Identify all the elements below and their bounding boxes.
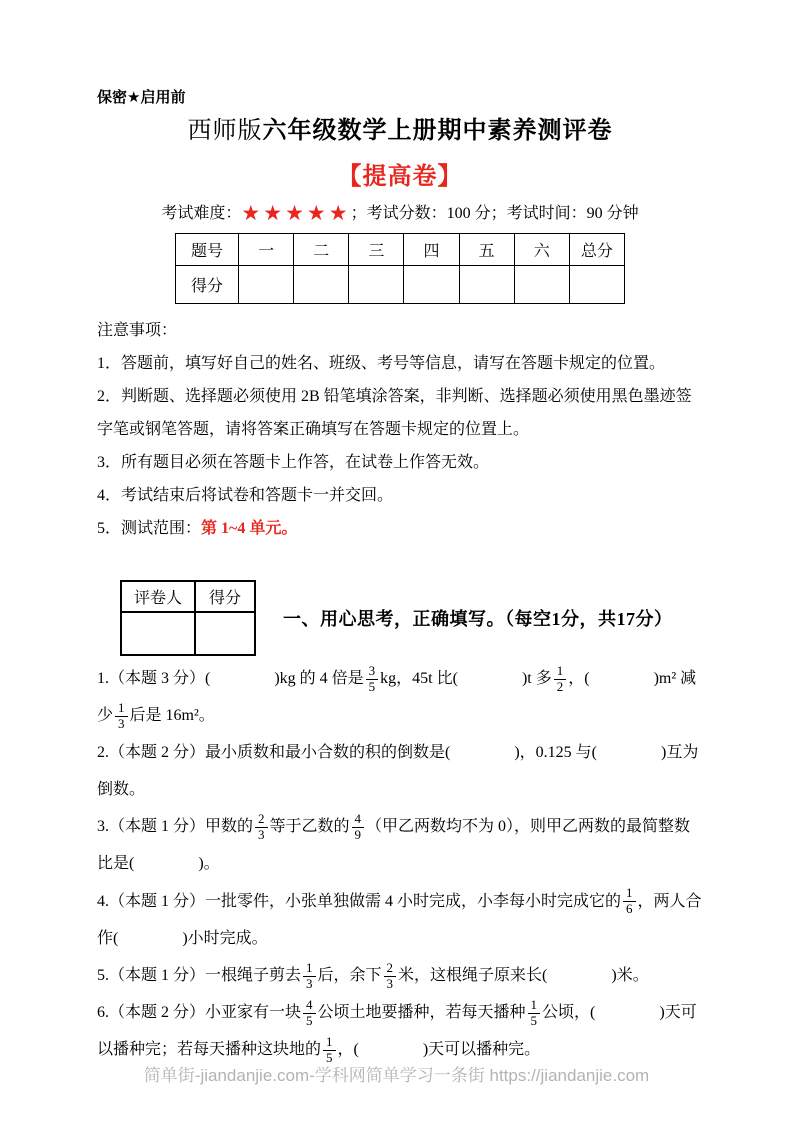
fraction-numerator: 3 xyxy=(366,664,379,680)
score-label-cell: 得分 xyxy=(195,581,255,612)
question-5 xyxy=(97,957,703,994)
question-text: 米，这根绳子原来长( )米。 xyxy=(398,966,649,984)
fraction-denominator: 5 xyxy=(530,1012,538,1028)
notice-section xyxy=(97,315,703,546)
fraction-numerator: 1 xyxy=(554,664,567,680)
grader-blank-cell xyxy=(121,612,195,655)
fraction xyxy=(255,812,268,843)
grader-score-box xyxy=(120,580,256,656)
score-blank-cell xyxy=(404,266,459,304)
score-table-header-cell: 六 xyxy=(514,234,569,266)
question-text: ，( )m² 减少 xyxy=(97,669,697,724)
grader-box-header-row xyxy=(121,581,255,612)
notice-item-5 xyxy=(97,513,703,546)
fraction xyxy=(384,961,397,992)
score-table xyxy=(175,233,625,304)
notice-item-2: 2．判断题、选择题必须使用 2B 铅笔填涂答案，非判断、选择题必须使用黑色墨迹签字笔或钢笔答题，请将答案正确填写在答题卡规定的位置上。 xyxy=(97,388,692,439)
score-table-header-cell: 三 xyxy=(349,234,404,266)
fraction-denominator: 3 xyxy=(258,827,265,843)
fraction-numerator: 4 xyxy=(352,812,365,828)
question-6 xyxy=(97,994,703,1068)
score-blank-cell xyxy=(349,266,404,304)
question-3 xyxy=(97,808,703,882)
fraction-numerator: 1 xyxy=(303,961,316,977)
title-prefix: 西师版 xyxy=(187,117,263,144)
fraction-denominator: 2 xyxy=(556,678,564,694)
title-main: 六年级数学上册期中素养测评卷 xyxy=(262,117,613,144)
notice-item-3: 3．所有题目必须在答题卡上作答，在试卷上作答无效。 xyxy=(97,454,490,471)
difficulty-stars: ★★★★★ xyxy=(241,201,351,226)
fraction-numerator: 2 xyxy=(255,812,268,828)
fraction-denominator: 6 xyxy=(626,901,633,917)
confidential-label: 保密★启用前 xyxy=(97,89,186,106)
score-table-header-cell: 一 xyxy=(239,234,294,266)
section1-header-row xyxy=(120,580,703,656)
question-text: ，( )天可以播种完。 xyxy=(337,1040,541,1058)
page-title xyxy=(97,115,703,146)
fraction-numerator: 2 xyxy=(384,961,397,977)
fraction xyxy=(115,701,128,732)
score-table-header-cell: 二 xyxy=(294,234,349,266)
question-text: ，两人合作( )小时完成。 xyxy=(97,892,702,947)
grader-box-blank-row xyxy=(121,612,255,655)
grader-label-cell: 评卷人 xyxy=(121,581,195,612)
question-text: 1.（本题 3 分）( )kg 的 4 倍是 xyxy=(97,669,364,687)
exam-meta-line xyxy=(97,200,703,226)
footer-watermark: 简单街-jiandanjie.com-学科网简单学习一条街 https://jiandanjie.com xyxy=(143,1066,650,1085)
score-blank-cell xyxy=(514,266,569,304)
fraction xyxy=(528,998,541,1029)
fraction-denominator: 3 xyxy=(386,975,394,991)
questions xyxy=(97,660,703,1068)
question-text: 后是 16m²。 xyxy=(129,706,215,724)
question-text: 5.（本题 1 分）一根绳子剪去 xyxy=(97,966,302,984)
score-table-header-cell: 总分 xyxy=(569,234,624,266)
fraction-numerator: 1 xyxy=(528,998,541,1014)
subtitle-badge: 【提高卷】 xyxy=(337,163,463,191)
score-blank-cell xyxy=(195,612,255,655)
question-text: 2.（本题 2 分）最小质数和最小合数的积的倒数是( )，0.125 与( )互为倒数。 xyxy=(97,744,699,799)
fraction-denominator: 3 xyxy=(118,715,125,731)
fraction-denominator: 5 xyxy=(326,1049,333,1065)
fraction-numerator: 4 xyxy=(303,998,316,1014)
fraction-numerator: 1 xyxy=(323,1035,336,1051)
notice-item-5-range: 第 1~4 单元。 xyxy=(201,519,298,537)
fraction xyxy=(366,664,379,695)
fraction-numerator: 1 xyxy=(623,886,636,902)
score-table-header-cell: 题号 xyxy=(176,234,239,266)
question-text: 4.（本题 1 分）一批零件，小张单独做需 4 小时完成，小李每小时完成它的 xyxy=(97,892,622,910)
score-blank-cell xyxy=(459,266,514,304)
question-text: 3.（本题 1 分）甲数的 xyxy=(97,818,254,836)
question-1 xyxy=(97,660,703,734)
fraction xyxy=(554,664,567,695)
fraction xyxy=(303,961,316,992)
notice-item-1: 1．答题前，填写好自己的姓名、班级、考号等信息，请写在答题卡规定的位置。 xyxy=(97,355,666,373)
fraction-denominator: 5 xyxy=(306,1012,313,1028)
question-text: 后，余下 xyxy=(317,966,382,984)
notice-item-4: 4．考试结束后将试卷和答题卡一并交回。 xyxy=(97,486,394,504)
notice-title: 注意事项： xyxy=(97,322,178,340)
fraction xyxy=(352,812,365,843)
score-blank-cell xyxy=(239,266,294,304)
question-text: 6.（本题 2 分）小亚家有一块 xyxy=(97,1003,302,1021)
question-2 xyxy=(97,734,703,808)
fraction xyxy=(623,886,636,917)
fraction-denominator: 9 xyxy=(354,827,362,843)
notice-item-5-prefix: 5．测试范围： xyxy=(97,519,202,537)
question-text: 等于乙数的 xyxy=(269,818,350,836)
score-row-label: 得分 xyxy=(176,266,239,304)
score-blank-cell xyxy=(569,266,624,304)
section1-heading: 一、用心思考，正确填写。（每空1分，共17分） xyxy=(283,608,673,629)
difficulty-label: 考试难度： xyxy=(161,205,242,223)
question-text: 公顷，( )天可以播种完；若每天播种这块地的 xyxy=(97,1003,697,1058)
fraction-numerator: 1 xyxy=(115,701,128,717)
question-text: （甲乙两数均不为 0），则甲乙两数的最简整数比是( )。 xyxy=(97,818,691,873)
meta-score-time: ；考试分数：100 分；考试时间：90 分钟 xyxy=(350,205,639,223)
fraction xyxy=(303,998,316,1029)
score-blank-cell xyxy=(294,266,349,304)
question-4 xyxy=(97,883,703,957)
score-table-header-cell: 四 xyxy=(404,234,459,266)
score-table-score-row xyxy=(176,266,625,304)
score-table-header-cell: 五 xyxy=(459,234,514,266)
score-table-header-row xyxy=(176,234,625,266)
question-text: 公顷土地要播种，若每天播种 xyxy=(317,1003,526,1021)
fraction-denominator: 5 xyxy=(368,678,376,694)
fraction-denominator: 3 xyxy=(306,975,313,991)
question-text: kg，45t 比( )t 多 xyxy=(380,669,552,687)
